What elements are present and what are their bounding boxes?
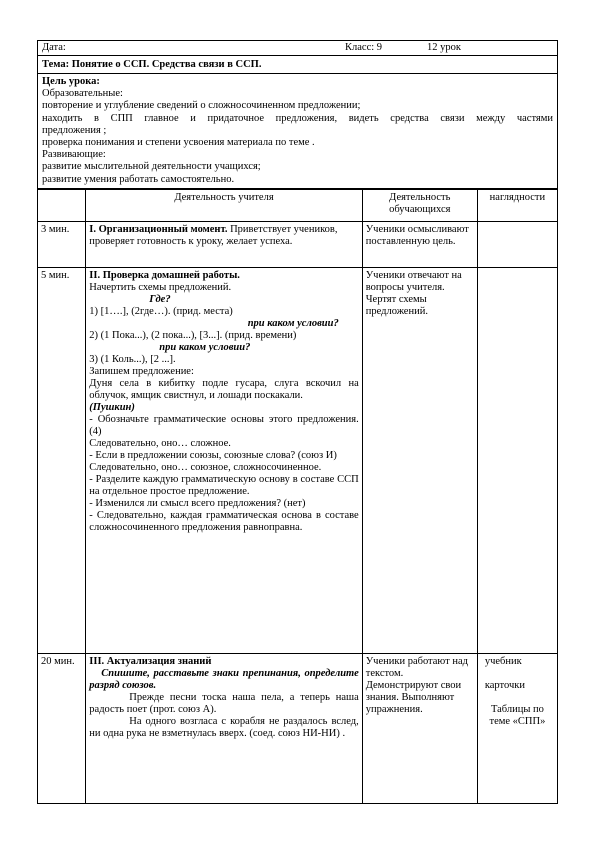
row2-line: Запишем предложение: [89,365,194,377]
edu-item-3: проверка понимания и степени усвоения материала по теме . [42,137,315,149]
row1-stage-title: I. Организационный момент. [89,223,228,235]
class-label: Класс: 9 [345,42,383,53]
header-teacher: Деятельность учителя [86,189,362,221]
header-students: Деятельность обучающихся [362,189,477,221]
row2-teacher [86,267,362,653]
theme-label: Тема: [42,58,70,70]
aid-cards: карточки [484,679,525,691]
row2-line: 2) (1 Пока...), (2 пока...), [3...]. (прид. времени) [89,329,297,341]
goals-block [37,74,558,189]
row1-aids [477,221,557,267]
lesson-plan-sheet [37,40,558,804]
header-row [37,40,558,56]
dev-item-2: развитие умения работать самостоятельно. [42,173,235,185]
table-row [38,221,558,267]
edu-item-1: повторение и углубление сведений о сложносочиненном предложении; [42,100,361,112]
row2-line: 1) [1….], (2где…). (прид. места) [89,305,233,317]
dev-item-1: развитие мыслительной деятельности учащихся; [42,161,261,173]
row2-time: 5 мин. [38,267,86,653]
row1-time: 3 мин. [38,221,86,267]
row2-line: при каком условии? [159,341,251,353]
row2-stage-title: II. Проверка домашней работы. [89,269,240,281]
row3-students: Ученики работают над текстом. Демонстрируют свои знания. Выполняют упражнения. [362,653,477,803]
row3-time: 20 мин. [38,653,86,803]
row3-task: Спишите, расставьте знаки препинания, определите разряд союзов. [89,667,359,691]
goals-title: Цель урока: [42,76,100,87]
row3-aids [477,653,557,803]
date-label: Дата: [42,42,66,53]
row2-line: Следовательно, оно… союзное, сложносочиненное. [89,461,322,473]
row2-line: при каком условии? [247,317,339,329]
edu-label: Образовательные: [42,88,123,100]
row2-line: - Следовательно, каждая грамматическая основа в составе сложносочиненного предложения равноправна. [89,509,359,533]
dev-label: Развивающие: [42,149,106,161]
row2-line: - Обозначьте грамматические основы этого предложения. (4) [89,413,359,437]
lesson-label: 12 урок [427,42,461,53]
row3-sentence-2: На одного возгласа с корабля не раздалось вслед, ни одна рука не взметнулась вверх. (соед. союз НИ-НИ) . [89,715,359,739]
row2-line: - Изменился ли смысл всего предложения? (нет) [89,497,306,509]
row2-students: Ученики отвечают на вопросы учителя. Чертят схемы предложений. [362,267,477,653]
row3-stage-title: III. Актуализация знаний [89,655,212,667]
aid-tables: Таблицы по теме «СПП» [489,703,546,727]
row1-stage-text: Приветствует учеников, проверяет готовность к уроку, желает успеха. [89,223,338,247]
lesson-table [37,189,558,804]
theme-text: Понятие о ССП. Средства связи в ССП. [71,58,262,70]
row2-line: Следовательно, оно… сложное. [89,437,231,449]
row2-line: (Пушкин) [89,401,135,413]
table-row [38,653,558,803]
row2-line: 3) (1 Коль...), [2 ...]. [89,353,176,365]
header-time [38,189,86,221]
edu-item-2a: находить в СПП главное и придаточное предложения, видеть средства связи между частями [42,112,553,124]
header-aids: наглядности [477,189,557,221]
row2-line: Где? [149,293,171,305]
row1-teacher [86,221,362,267]
row2-line: Дуня села в кибитку подле гусара, слуга вскочил на облучок, ямщик свистнул, и лошади поскакали. [89,377,359,401]
row3-sentence-1: Прежде песни тоска наша пела, а теперь наша радость поет (прот. союз А). [89,691,359,715]
row2-line: Начертить схемы предложений. [89,281,232,293]
aid-textbook: учебник [484,655,522,667]
theme-row [37,56,558,74]
row2-line: - Разделите каждую грамматическую основу в составе ССП на отдельное простое предложение. [89,473,359,497]
table-header-row [38,189,558,221]
row2-line: - Если в предложении союзы, союзные слова? (союз И) [89,449,337,461]
row3-teacher [86,653,362,803]
edu-item-2b: предложения ; [42,124,107,136]
row2-aids [477,267,557,653]
row1-students: Ученики осмысливают поставленную цель. [362,221,477,267]
table-row [38,267,558,653]
